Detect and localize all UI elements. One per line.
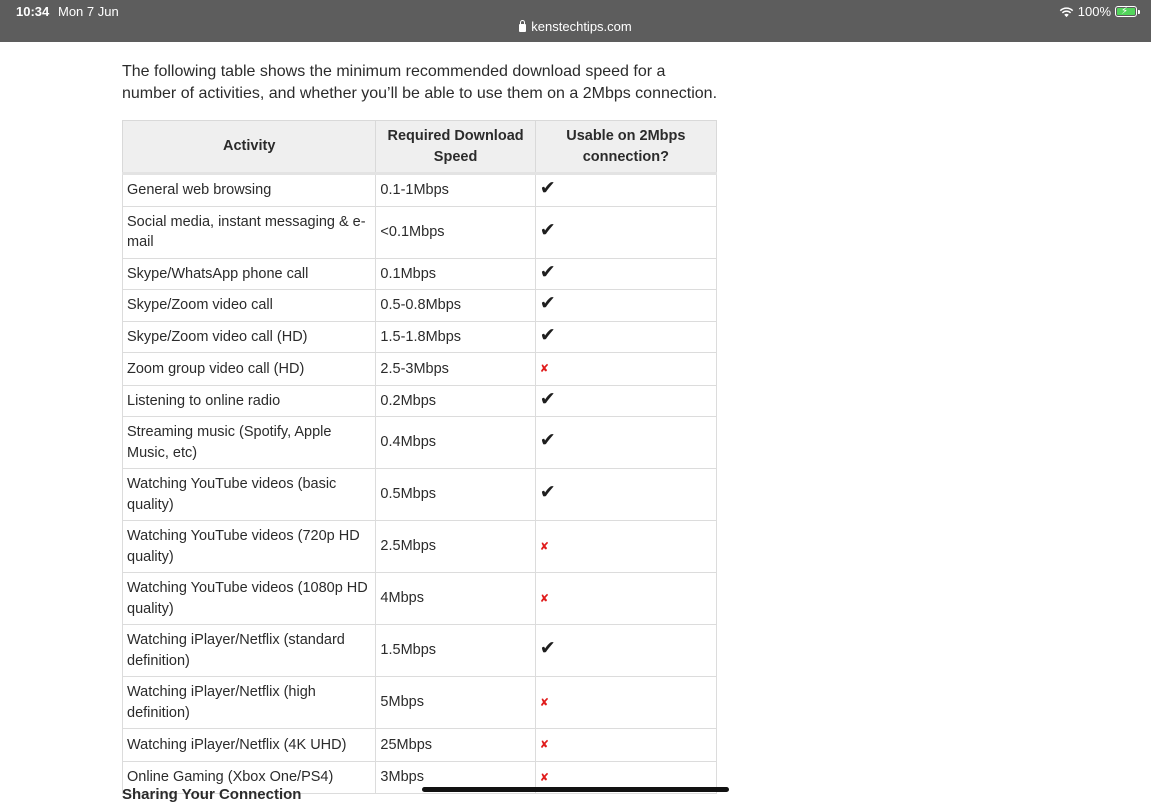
checkmark-icon: ✔ <box>539 178 556 199</box>
activity-cell: Watching YouTube videos (basic quality) <box>123 469 376 521</box>
activity-cell: Zoom group video call (HD) <box>123 353 376 386</box>
activity-cell: Online Gaming (Xbox One/PS4) <box>123 761 376 794</box>
browser-top-bar <box>0 0 1151 42</box>
section-heading: Sharing Your Connection <box>122 786 302 803</box>
header-speed: Required Download Speed <box>376 121 535 174</box>
usable-cell <box>535 417 716 469</box>
table-row <box>123 573 717 625</box>
usable-cell <box>535 321 716 353</box>
intro-paragraph: The following table shows the minimum recommended download speed for a number of activities, and whether you’ll be able to use them on a 2Mbps connection. <box>122 63 718 102</box>
speed-cell: 5Mbps <box>376 677 535 729</box>
status-indicators <box>1059 4 1137 19</box>
speed-cell: 4Mbps <box>376 573 535 625</box>
address-bar[interactable] <box>0 19 1151 34</box>
activity-cell: Skype/Zoom video call (HD) <box>123 321 376 353</box>
usable-cell <box>535 174 716 207</box>
activity-cell: Watching YouTube videos (720p HD quality) <box>123 521 376 573</box>
usable-cell <box>535 573 716 625</box>
activity-cell: Watching YouTube videos (1080p HD quality) <box>123 573 376 625</box>
speed-cell: 3Mbps <box>376 761 535 794</box>
cross-icon: ✘ <box>539 540 549 553</box>
speed-cell: 0.2Mbps <box>376 385 535 417</box>
usable-cell <box>535 677 716 729</box>
activity-cell: Social media, instant messaging & e-mail <box>123 206 376 258</box>
activity-cell: Skype/WhatsApp phone call <box>123 258 376 290</box>
table-row <box>123 321 717 353</box>
speed-cell: 1.5Mbps <box>376 625 535 677</box>
checkmark-icon: ✔ <box>539 261 556 283</box>
table-row <box>123 521 717 573</box>
checkmark-icon: ✔ <box>539 638 556 660</box>
activity-cell: Watching iPlayer/Netflix (4K UHD) <box>123 729 376 762</box>
table-row <box>123 206 717 258</box>
table-row <box>123 469 717 521</box>
speed-cell: 0.5-0.8Mbps <box>376 290 535 322</box>
table-row <box>123 385 717 417</box>
checkmark-icon: ✔ <box>539 293 556 314</box>
speed-cell: 0.4Mbps <box>376 417 535 469</box>
battery-icon <box>1115 6 1137 17</box>
checkmark-icon: ✔ <box>539 219 556 241</box>
activity-cell: Skype/Zoom video call <box>123 290 376 322</box>
checkmark-icon: ✔ <box>539 324 556 346</box>
activity-cell: Watching iPlayer/Netflix (standard definition) <box>123 625 376 677</box>
usable-cell <box>535 206 716 258</box>
checkmark-icon: ✔ <box>539 482 556 504</box>
activity-cell: General web browsing <box>123 174 376 207</box>
battery-percent: 100% <box>1077 4 1111 19</box>
table-row <box>123 353 717 386</box>
usable-cell <box>535 290 716 322</box>
table-row <box>123 417 717 469</box>
speed-cell: 1.5-1.8Mbps <box>376 321 535 353</box>
status-date: Mon 7 Jun <box>58 4 119 19</box>
usable-cell <box>535 729 716 762</box>
checkmark-icon: ✔ <box>539 430 556 452</box>
speed-cell: 0.1-1Mbps <box>376 174 535 207</box>
speed-cell: 0.5Mbps <box>376 469 535 521</box>
lock-icon <box>519 24 526 32</box>
usable-cell <box>535 625 716 677</box>
speed-cell: 2.5Mbps <box>376 521 535 573</box>
usable-cell <box>535 258 716 290</box>
header-usable: Usable on 2Mbps connection? <box>535 121 716 174</box>
speed-cell: 25Mbps <box>376 729 535 762</box>
wifi-icon <box>1059 6 1074 18</box>
table-row <box>123 290 717 322</box>
table-header-row <box>123 121 717 174</box>
status-time: 10:34 <box>16 4 50 19</box>
home-indicator[interactable] <box>422 787 729 792</box>
table-row <box>123 729 717 762</box>
speed-cell: 0.1Mbps <box>376 258 535 290</box>
cross-icon: ✘ <box>539 739 549 751</box>
table-row <box>123 174 717 207</box>
cross-icon: ✘ <box>539 696 549 709</box>
table-row <box>123 258 717 290</box>
usable-cell <box>535 385 716 417</box>
table-row <box>123 677 717 729</box>
usable-cell <box>535 469 716 521</box>
header-activity: Activity <box>123 121 376 174</box>
usable-cell <box>535 353 716 386</box>
activity-cell: Streaming music (Spotify, Apple Music, etc) <box>123 417 376 469</box>
speed-cell: 2.5-3Mbps <box>376 353 535 386</box>
speed-cell: <0.1Mbps <box>376 206 535 258</box>
activity-cell: Watching iPlayer/Netflix (high definition) <box>123 677 376 729</box>
cross-icon: ✘ <box>539 363 549 375</box>
charging-bolt-icon: ⚡ <box>1121 6 1129 17</box>
url-text: kenstechtips.com <box>531 19 632 34</box>
cross-icon: ✘ <box>539 592 549 605</box>
cross-icon: ✘ <box>539 771 549 784</box>
usable-cell <box>535 521 716 573</box>
speed-table <box>122 120 717 794</box>
activity-cell: Listening to online radio <box>123 385 376 417</box>
checkmark-icon: ✔ <box>539 388 556 410</box>
table-row <box>123 625 717 677</box>
